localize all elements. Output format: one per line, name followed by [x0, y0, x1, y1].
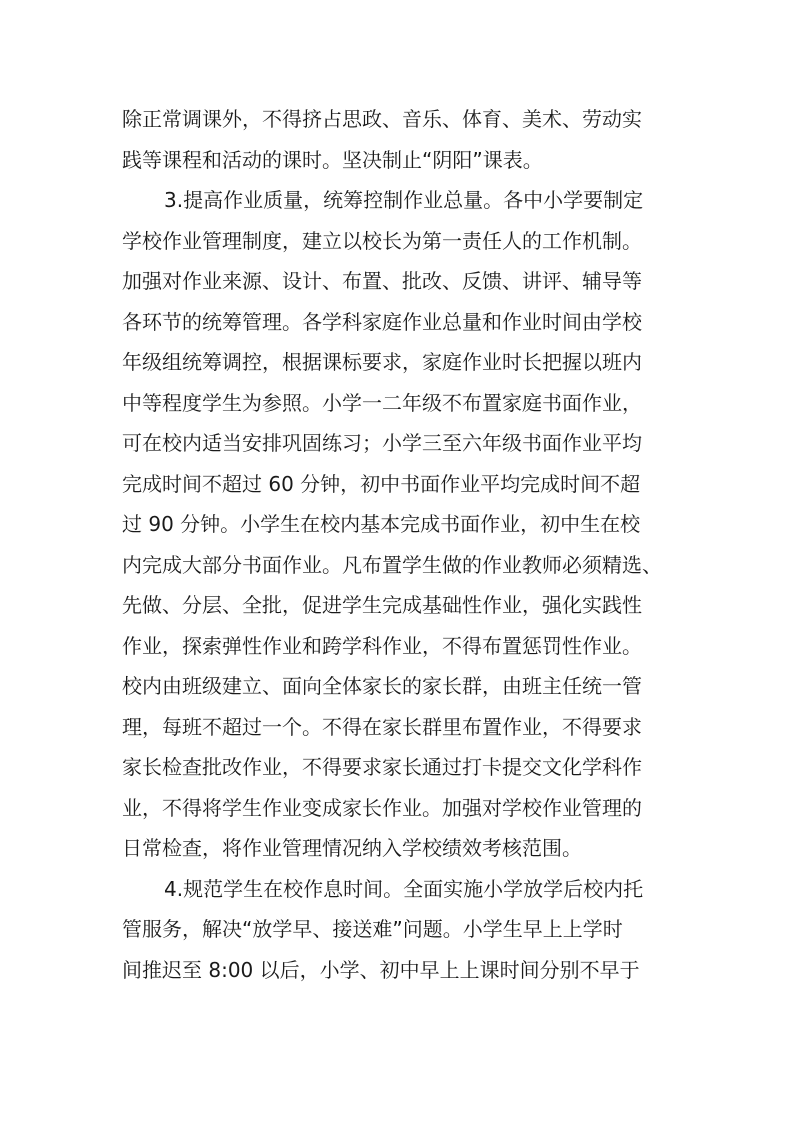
text-line: 家长检查批改作业，不得要求家长通过打卡提交文化学科作 [122, 755, 642, 779]
text-line: 过 90 分钟。小学生在校内基本完成书面作业，初中生在校 [122, 512, 641, 536]
text-line: 校内由班级建立、面向全体家长的家长群，由班主任统一管 [122, 674, 642, 698]
text-line: 践等课程和活动的课时。坚决制止“阴阳”课表。 [122, 147, 543, 172]
paragraph-start-line: 4.规范学生在校作息时间。全面实施小学放学后校内托 [164, 876, 644, 901]
text-line: 加强对作业来源、设计、布置、批改、反馈、讲评、辅导等 [122, 269, 642, 293]
text-line: 业，不得将学生作业变成家长作业。加强对学校作业管理的 [122, 795, 642, 820]
paragraph-start-line: 3.提高作业质量，统筹控制作业总量。各中小学要制定 [164, 188, 644, 212]
body-text [122, 99, 682, 990]
text-line: 除正常调课外，不得挤占思政、音乐、体育、美术、劳动实 [122, 107, 642, 131]
text-line: 先做、分层、全批，促进学生完成基础性作业，强化实践性 [122, 593, 642, 617]
text-line: 内完成大部分书面作业。凡布置学生做的作业教师必须精选、 [122, 552, 662, 577]
text-line: 中等程度学生为参照。小学一二年级不布置家庭书面作业， [122, 390, 642, 415]
text-line: 完成时间不超过 60 分钟，初中书面作业平均完成时间不超 [122, 471, 641, 496]
text-line: 理，每班不超过一个。不得在家长群里布置作业，不得要求 [122, 714, 642, 739]
text-line: 间推迟至 8:00 以后，小学、初中早上上课时间分别不早于 [122, 957, 640, 982]
text-line: 作业，探索弹性作业和跨学科作业，不得布置惩罚性作业。 [122, 633, 642, 658]
text-line: 年级组统筹调控，根据课标要求，家庭作业时长把握以班内 [122, 350, 642, 374]
text-line: 学校作业管理制度，建立以校长为第一责任人的工作机制。 [122, 228, 642, 253]
text-line: 可在校内适当安排巩固练习；小学三至六年级书面作业平均 [122, 431, 642, 455]
text-line: 日常检查，将作业管理情况纳入学校绩效考核范围。 [122, 836, 582, 860]
text-line: 管服务，解决“放学早、接送难”问题。小学生早上上学时 [122, 917, 623, 941]
text-line: 各环节的统筹管理。各学科家庭作业总量和作业时间由学校 [122, 309, 642, 334]
